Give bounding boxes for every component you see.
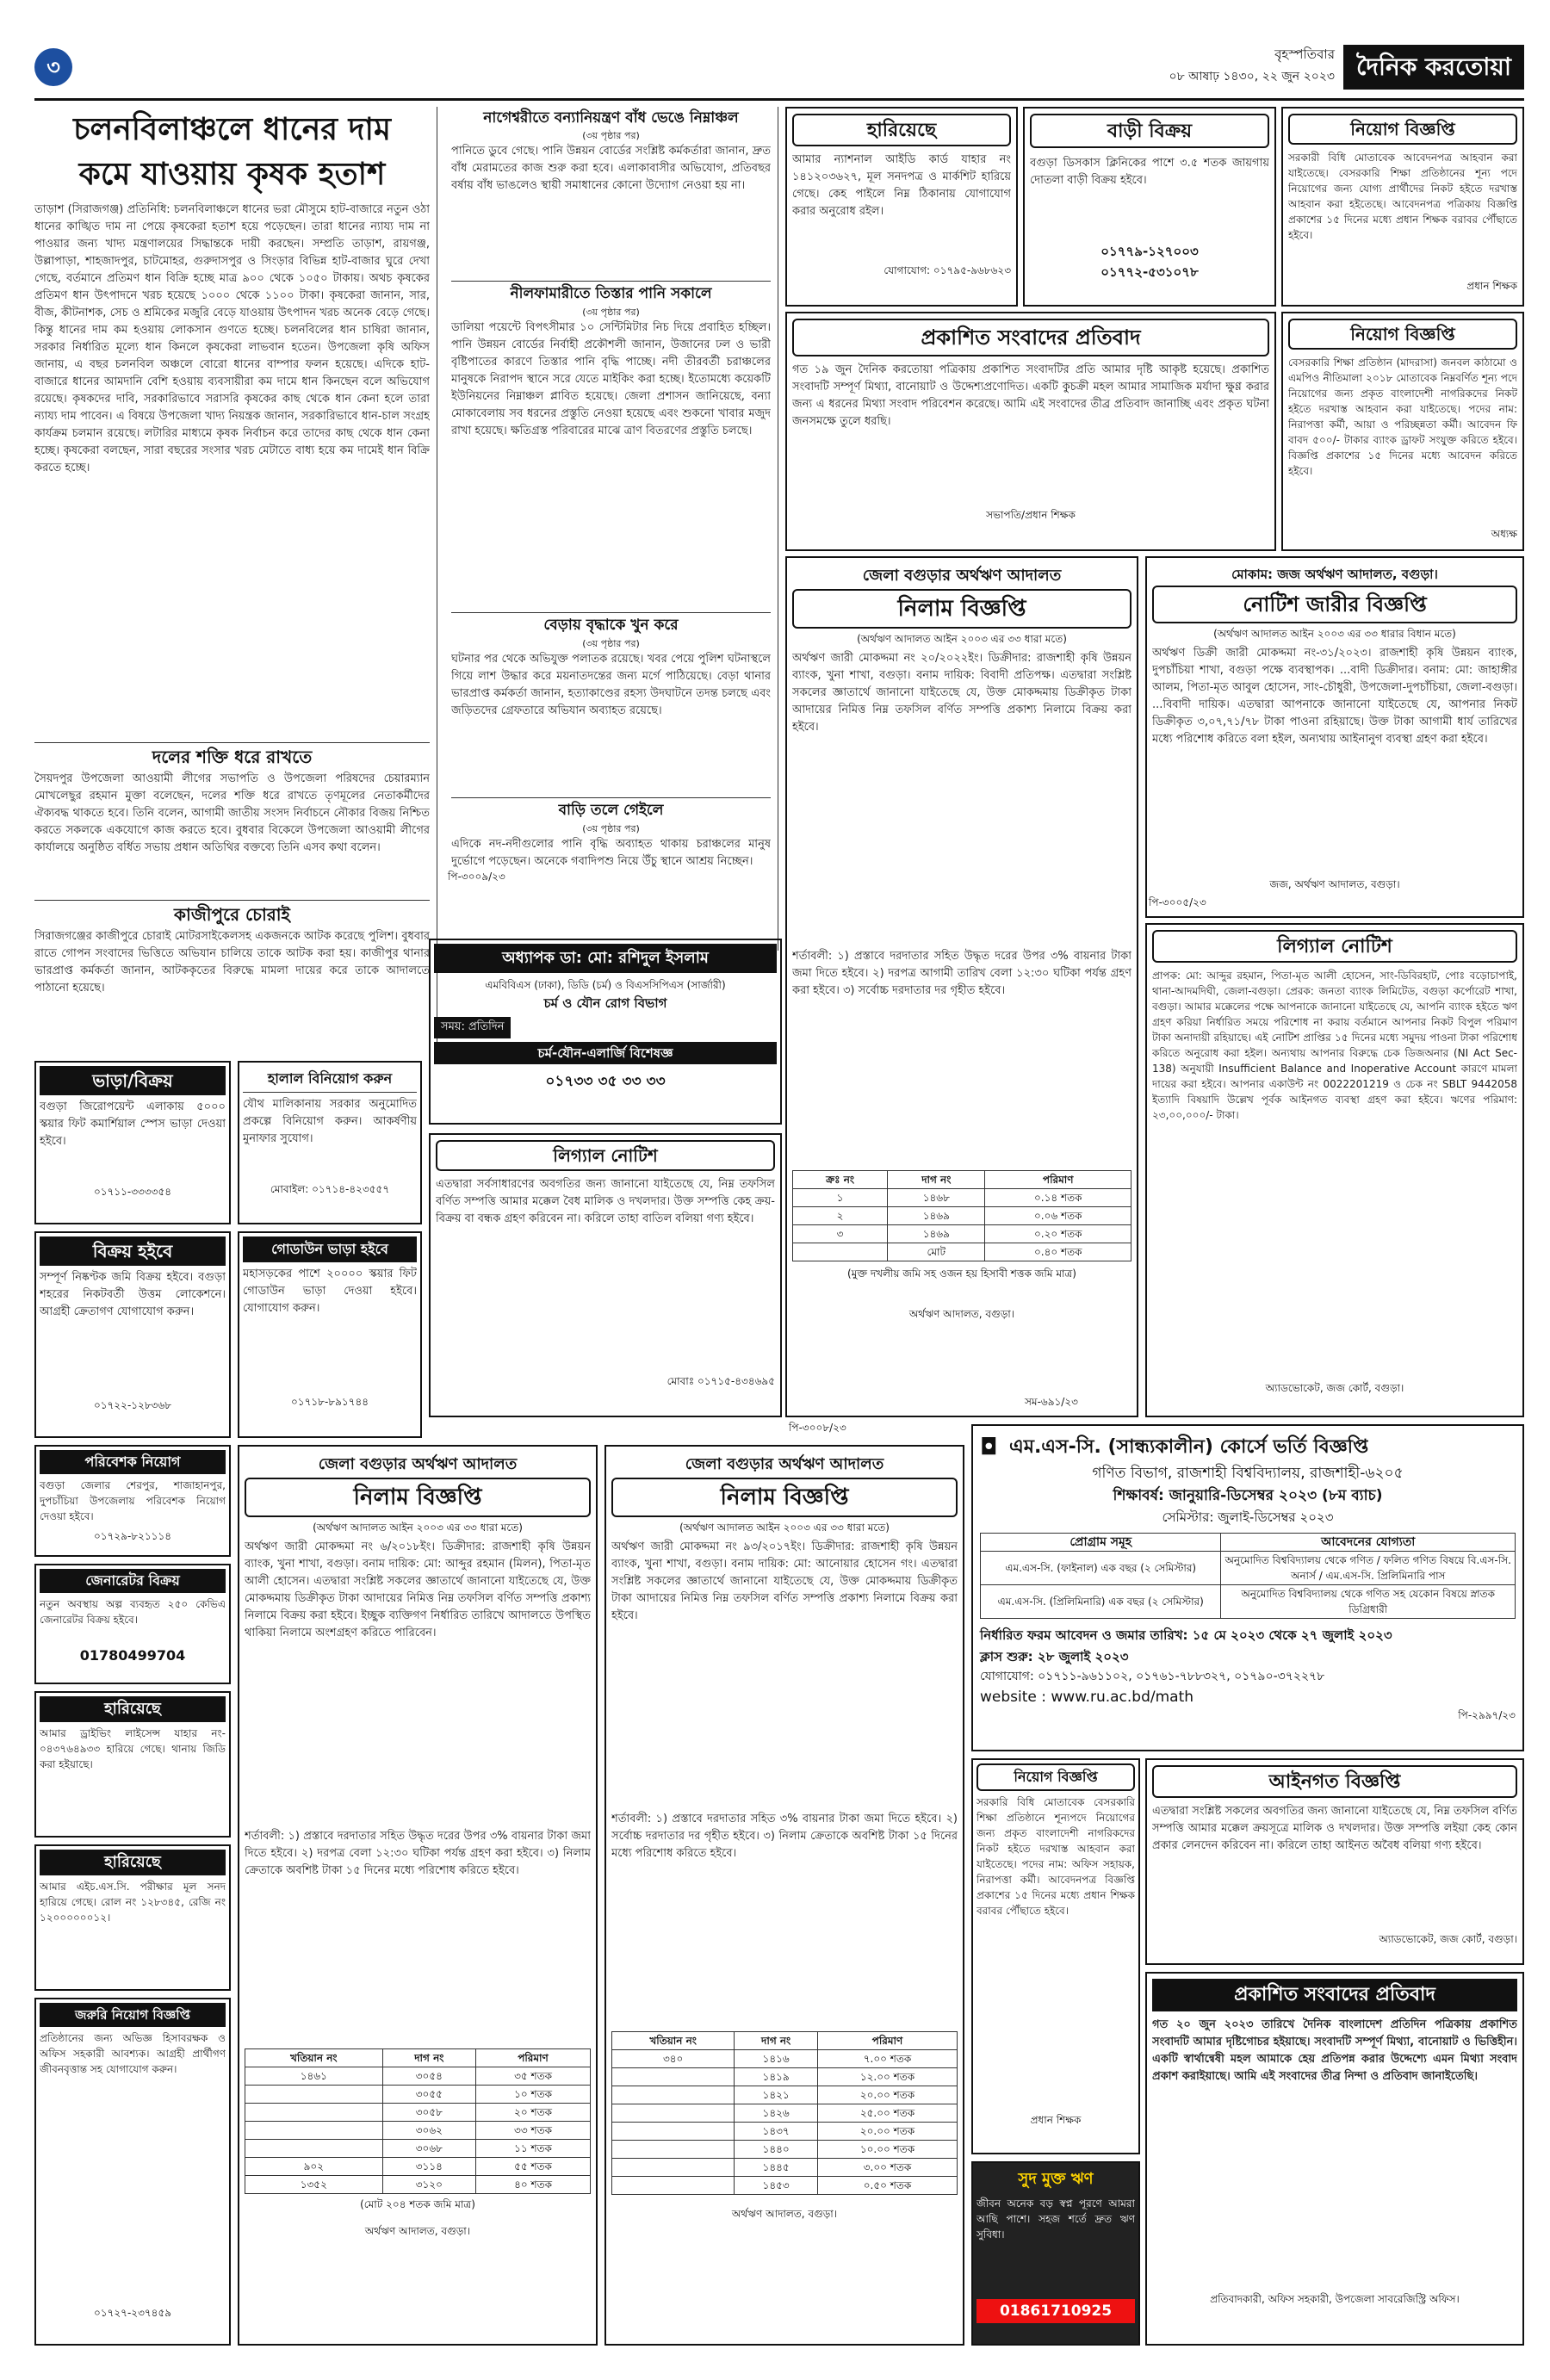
table-cell: মোট (888, 1243, 985, 1261)
side-ref: পি-৩০০৮/২৩ (789, 1422, 846, 1434)
table-cell (612, 2068, 735, 2086)
ad-department: গণিত বিভাগ, রাজশাহী বিশ্ববিদ্যালয়, রাজশাহী-৬২০৫ (1092, 1465, 1404, 1482)
ad-title: আইনগত বিজ্ঞপ্তি (1152, 1765, 1517, 1798)
table-row (612, 2104, 958, 2123)
classified-urgent-job (34, 1998, 231, 2346)
classified-rent (34, 1061, 231, 1224)
table-cell: ১১ শতক (476, 2140, 591, 2158)
lead-story (34, 107, 437, 1054)
ad-body: বগুড়া ডিসকাস ক্লিনিকের পাশে ৩.৫ শতক জায়গায় দোতলা বাড়ী বিক্রয় হইবে। (1030, 157, 1269, 187)
story-subhead: (৩য় পৃষ্ঠার পর) (582, 823, 640, 834)
story-heading: বাড়ি তলে গেইলে (451, 797, 771, 822)
table-row (612, 2141, 958, 2159)
court-signature: অর্থঋণ আদালত, বগুড়া। (364, 2225, 471, 2237)
notice-signature: প্রতিবাদকারী, অফিস সহকারী, উপজেলা সাবরেজিস্ট্রি অফিস। (1210, 2293, 1460, 2305)
story-heading: বেড়ায় বৃদ্ধাকে খুন করে (451, 612, 771, 637)
land-schedule-table (245, 2048, 591, 2194)
notice-subtitle: (অর্থঋণ আদালত আইন ২০০৩ এর ৩৩ ধারা মতে) (679, 1522, 890, 1534)
ad-class-start: ক্লাস শুরু: ২৮ জুলাই ২০২৩ (980, 1649, 1129, 1664)
table-cell: ৩০৬২ (382, 2122, 475, 2140)
table-cell: ৩৫ শতক (476, 2067, 591, 2086)
court-head: জেলা বগুড়ার অর্থঋণ আদালত (318, 1455, 518, 1473)
doctor-name: অধ্যাপক ডা: মো: রশিদুল ইসলাম (434, 944, 777, 973)
ad-title: নিয়োগ বিজ্ঞপ্তি (976, 1763, 1135, 1791)
legal-notice (429, 1133, 782, 1417)
ad-signature: অ্যাডভোকেট, জজ কোর্ট, বগুড়া। (1379, 1933, 1517, 1945)
doctor-ad (429, 939, 782, 1125)
job-ad-3 (971, 1758, 1140, 2154)
auction-notice-2 (238, 1445, 598, 2346)
table-header: পরিমাণ (985, 1171, 1132, 1189)
ad-contact: ০১৭৭৯-১২৭০০৩ (1100, 244, 1199, 259)
table-cell: ১৪৩৭ (735, 2123, 818, 2141)
ad-semester: সেমিস্টার: জুলাই-ডিসেম্বর ২০২৩ (1162, 1509, 1334, 1525)
notice-terms: শর্তাবলী: ১) প্রস্তাবে দরদাতার সহিত উদ্ধৃত দরের উপর ৩% বায়নার টাকা জমা দিতে হইবে। ২) দরপত্র আগামী তারিখ বেলা ১২:৩০ ঘটিকা পর্যন্ত গ্রহণ করা হইবে। ৩) সর্বোচ্চ দরদাতার দর গৃহীত হইবে। (792, 950, 1132, 997)
notice-contact: যোগাযোগ: ০১৭৯৫-৯৬৮৬২৩ (884, 264, 1011, 276)
table-cell: ৫৫ শতক (476, 2158, 591, 2176)
table-cell: ৩০৫৪ (382, 2067, 475, 2086)
ad-body: বেসরকারি শিক্ষা প্রতিষ্ঠান (মাদরাসা) জনবল কাঠামো ও এমপিও নীতিমালা ২০১৮ মোতাবেক নিম্নবর্ণিত শূন্য পদে নিয়োগের জন্য প্রকৃত বাংলাদেশী নাগরিকদের নিকট হইতে দরখাস্ত আহবান করা যাইতেছে। পদের নাম: নিরাপত্তা কর্মী, আয়া ও পরিচ্ছন্নতা কর্মী। আবেদন ফি বাবদ ৫০০/- টাকার ব্যাংক ড্রাফট সংযুক্ত করিতে হইবে। বিজ্ঞপ্তি প্রকাশের ১৫ দিনের মধ্যে আবেদন করিতে হইবে। (1288, 356, 1517, 477)
table-row (612, 2050, 958, 2068)
lead-headline-2: কমে যাওয়ায় কৃষক হতাশ (78, 156, 386, 192)
story-body: সৈয়দপুর উপজেলা আওয়ামী লীগের সভাপতি ও উপজেলা পরিষদের চেয়ারম্যান মোখলেছুর রহমান মুক্তা বলেছেন, দলের শক্তি ধরে রাখতে তৃণমূলের নেতাকর্মীদের ঐক্যবদ্ধ থাকতে হবে। তিনি বলেন, আগামী জাতীয় সংসদ নির্বাচনে নৌকার বিজয় নিশ্চিত করতে সকলকে একযোগে কাজ করতে হবে। বুধবার বিকেলে উপজেলা আওয়ামী লীগের কার্যালয়ে অনুষ্ঠিত বর্ধিত সভায় প্রধান অতিথির বক্তব্যে তিনি এসব কথা বলেন। (34, 772, 430, 854)
story-subhead: (৩য় পৃষ্ঠার পর) (582, 307, 640, 318)
loan-ad (971, 2161, 1140, 2346)
table-cell: ১ (793, 1189, 888, 1207)
notice-body: এতদ্বারা সর্বসাধারণের অবগতির জন্য জানানো যাইতেছে যে, নিম্ন তফসিল বর্ণিত সম্পত্তি আমার মক্কেল বৈধ মালিক ও দখলদার। উক্ত সম্পত্তি কেহ ক্রয়-বিক্রয় বা বন্ধক গ্রহণ করিবেন না। করিলে তাহা বাতিল বলিয়া গণ্য হইবে। (436, 1178, 775, 1225)
table-cell: ২০ শতক (476, 2104, 591, 2122)
story-body: পানিতে ডুবে গেছে। পানি উন্নয়ন বোর্ডের সংশ্লিষ্ট কর্মকর্তারা জানান, দ্রুত বাঁধ মেরামতের কাজ শুরু করা হবে। এলাকাবাসীর অভিযোগ, প্রতিবছর বর্ষায় বাঁধ ভাঙলেও স্থায়ী সমাধানের কোনো উদ্যোগ নেওয়া হয় না। (451, 145, 771, 192)
table-header: আবেদনের যোগ্যতা (1221, 1534, 1516, 1552)
table-cell: ১৪২১ (735, 2086, 818, 2104)
classified-generator (34, 1564, 231, 1684)
ad-signature: অধ্যক্ষ (1491, 528, 1517, 540)
notice-subtitle: (অর্থঋণ আদালত আইন ২০০৩ এর ৩৩ ধারার বিধান মতে) (1213, 628, 1456, 640)
notice-serve-ad (1145, 556, 1524, 918)
table-cell: ১৪১৯ (735, 2068, 818, 2086)
table-cell: ১০.০০ শতক (817, 2141, 957, 2159)
ad-body: প্রতিষ্ঠানের জন্য অভিজ্ঞ হিসাবরক্ষক ও অফিস সহকারী আবশ্যক। আগ্রহী প্রার্থীগণ জীবনবৃত্তান্ত সহ যোগাযোগ করুন। (40, 2032, 226, 2075)
table-cell: ০.২০ শতক (985, 1225, 1132, 1243)
lead-body: তাড়াশ (সিরাজগঞ্জ) প্রতিনিধি: চলনবিলাঞ্চলে ধানের ভরা মৌসুমে হাট-বাজারে নতুন ওঠা ধানের কাঙ্খিত দাম না পেয়ে কৃষকেরা হতাশ হয়ে পড়েছেন। তারা ধানের ন্যায্য দাম না পাওয়ার জন্য খাদ্য মন্ত্রণালয়ের সিদ্ধান্তকে দায়ী করছেন। সম্প্রতি তাড়াশ, রায়গঞ্জ, উল্লাপাড়া, শাহজাদপুর, চাটমোহর, গুরুদাসপুর ও সিংড়ার বিভিন্ন হাট-বাজার ঘুরে দেখা গেছে, বর্তমানে প্রতিমণ ধান বিক্রি হচ্ছে মাত্র ৯০০ থেকে ১০৫০ টাকায়। অথচ কৃষকের প্রতিমণ ধান উৎপাদনে খরচ হয়েছে ১০০০ থেকে ১১০০ টাকা। কৃষকেরা জানান, সার, বীজ, কীটনাশক, সেচ ও শ্রমিকের মজুরি বেড়ে যাওয়ায় উৎপাদন খরচ অনেক বেড়ে গেছে। কিন্তু ধানের দাম কম হওয়ায় লোকসান গুণতে হচ্ছে। চলনবিলের ধান চাষিরা জানান, সরকার নির্ধারিত মূল্যে ধান কিনলে কৃষকেরা লাভবান হতেন। উপজেলা কৃষি অফিস জানায়, এ বছর চলনবিল অঞ্চলে বোরো ধানের বাম্পার ফলন হয়েছে। এদিকে হাট-বাজারে ধানের আমদানি বেশি হওয়ায় ব্যবসায়ীরা কম দামে ধান কিনছেন বলে অভিযোগ রয়েছে। কৃষকদের দাবি, সরকারিভাবে সরাসরি কৃষকের কাছ থেকে ধান কেনা হলে তারা ন্যায্য দাম পাবেন। এ বিষয়ে উপজেলা খাদ্য নিয়ন্ত্রক জানান, সরকারিভাবে ধান-চাল সংগ্রহ কার্যক্রম চলমান রয়েছে। লটারির মাধ্যমে কৃষক নির্বাচন করে তাদের কাছ থেকে ধান কেনা হচ্ছে। কৃষকেরা বলছেন, সারা বছরের সংসার খরচ মেটাতে বাধ্য হয়ে কম দামেই ধান বিক্রি করতে হচ্ছে। (34, 203, 430, 474)
table-cell (245, 2122, 383, 2140)
ad-title: নিয়োগ বিজ্ঞপ্তি (1288, 114, 1517, 145)
court-head: মোকাম: জজ অর্থঋণ আদালত, বগুড়া। (1231, 567, 1438, 582)
table-row (612, 2159, 958, 2177)
ad-title: সুদ মুক্ত ঋণ (1018, 2170, 1094, 2188)
notice-title: নোটিশ জারীর বিজ্ঞপ্তি (1152, 586, 1517, 623)
table-cell: এম.এস-সি. (প্রিলিমিনারি) এক বছর (২ সেমিস্টার) (981, 1585, 1221, 1619)
table-cell: ০.৪০ শতক (985, 1243, 1132, 1261)
ad-title: জেনারেটর বিক্রয় (40, 1569, 226, 1593)
table-cell (612, 2159, 735, 2177)
notice-title: নিলাম বিজ্ঞপ্তি (245, 1478, 591, 1517)
story-subhead: (৩য় পৃষ্ঠার পর) (582, 130, 640, 141)
land-schedule-table (792, 1170, 1132, 1261)
ad-body: জীবন অনেক বড় স্বপ্ন পূরণে আমরা আছি পাশে। সহজ শর্তে দ্রুত ঋণ সুবিধা। (976, 2197, 1135, 2241)
table-cell: ৭.০০ শতক (817, 2050, 957, 2068)
table-cell (245, 2104, 383, 2122)
table-row (245, 2176, 591, 2194)
notice-body: অর্থঋণ ডিক্রী জারী মোকদ্দমা নং-৩১/২০২৩। রাজশাহী কৃষি উন্নয়ন ব্যাংক, দুপচাঁচিয়া শাখা, বগুড়া পক্ষে ব্যবস্থাপক। ...বাদী ডিক্রীদার। বনাম: মো: জাহাঙ্গীর আলম, পিতা-মৃত আবুল হোসেন, সাং-চৌধুরী, উপজেলা-দুপচাঁচিয়া, জেলা-বগুড়া। ...বিবাদী দায়িক। এতদ্বারা আপনাকে জানানো যাইতেছে যে, আপনার নিকট ডিক্রীকৃত ৩,০৭,৭১/৭৮ টাকা পাওনা রহিয়াছে। উক্ত টাকা আগামী ধার্য তারিখের মধ্যে পরিশোধ করিতে বলা হইল, অন্যথায় আইনানুগ ব্যবস্থা গ্রহণ করা হইবে। (1152, 647, 1517, 746)
table-cell: ১৪৫৩ (735, 2177, 818, 2195)
table-cell: ২৫.০০ শতক (817, 2104, 957, 2123)
table-cell: ১৪৬৯ (888, 1207, 985, 1225)
table-cell (245, 2140, 383, 2158)
table-cell: ১৪৬১ (245, 2067, 383, 2086)
table-cell (793, 1243, 888, 1261)
table-row (245, 2086, 591, 2104)
lead-headline-1: চলনবিলাঞ্চলে ধানের দাম (73, 111, 391, 147)
notice-signature: সভাপতি/প্রধান শিক্ষক (986, 509, 1076, 521)
table-cell: ৩৪০ (612, 2050, 735, 2068)
table-row (245, 2140, 591, 2158)
notice-body: অর্থঋণ জারী মোকদ্দমা নং ২০/২০২২ইং। ডিক্রীদার: রাজশাহী কৃষি উন্নয়ন ব্যাংক, খুনা শাখা, বগুড়া। বনাম দায়িক: বিবাদী প্রতিপক্ষ। এতদ্বারা সংশ্লিষ্ট সকলের জ্ঞাতার্থে জানানো যাইতেছে যে, উক্ত মোকদ্দমায় ডিক্রীকৃত টাকা আদায়ের নিমিত্ত নিম্ন তফসিল বর্ণিত সম্পত্তি প্রকাশ্য নিলামে বিক্রয় করা হইবে। (792, 652, 1132, 734)
table-cell: অনুমোদিত বিশ্ববিদ্যালয় থেকে গণিত / ফলিত গণিত বিষয়ে বি.এস-সি. অনার্স / এম.এস-সি. প্রিলিমিনারি পাস (1221, 1552, 1516, 1585)
table-cell: ২ (793, 1207, 888, 1225)
side-ref: সম-৬৯১/২৩ (1025, 1396, 1078, 1408)
notice-signature: জজ, অর্থঋণ আদালত, বগুড়া। (1269, 878, 1400, 890)
day-name: বৃহস্পতিবার (1274, 46, 1335, 62)
ad-body: নতুন অবস্থায় অল্প ব্যবহৃত ২৫০ কেভিএ জেনারেটর বিক্রয় হইবে। (40, 1598, 226, 1626)
story-subhead: (৩য় পৃষ্ঠার পর) (582, 638, 640, 649)
table-cell: ১৪৪০ (735, 2141, 818, 2159)
classified-godown (238, 1231, 422, 1438)
table-cell: ১২.০০ শতক (817, 2068, 957, 2086)
table-row (245, 2158, 591, 2176)
ad-body: সরকারী বিধি মোতাবেক আবেদনপত্র আহবান করা যাইতেছে। বেসরকারি শিক্ষা প্রতিষ্ঠানের শূন্য পদে নিয়োগের জন্য যোগ্য প্রার্থীদের নিকট হইতে দরখাস্ত আহবান করা হইতেছে। আবেদনপত্র পত্রিকায় বিজ্ঞপ্তি প্রকাশের ১৫ দিনের মধ্যে প্রধান শিক্ষক বরাবর পৌঁছাতে হইবে। (1288, 152, 1517, 241)
table-row (245, 2122, 591, 2140)
notice-title: নিলাম বিজ্ঞপ্তি (792, 589, 1132, 629)
table-cell: ৩১২০ (382, 2176, 475, 2194)
ad-contact: ০১৭৭২-৫৩১০৭৮ (1100, 264, 1199, 280)
notice-terms: শর্তাবলী: ১) প্রস্তাবে দরদাতার সহিত উদ্ধৃত দরের উপর ৩% বায়নার টাকা জমা দিতে হইবে। ২) দরপত্র বেলা ১২:৩০ ঘটিকা পর্যন্ত গ্রহণ করা হইবে। ৩) নিলাম ক্রেতাকে অবশিষ্ট টাকা ১৫ দিনের মধ্যে পরিশোধ করিতে হইবে। (245, 1830, 591, 1877)
university-logo-icon: ◘ (980, 1435, 998, 1460)
program-table (980, 1533, 1516, 1619)
job-ad-2 (1281, 312, 1524, 551)
side-ref: পি-৩০০৯/২৩ (448, 871, 505, 883)
ad-body: আমার ড্রাইভিং লাইসেন্স যাহার নং- ০৪৩৭৬৪৯৩৩ হারিয়ে গেছে। থানায় জিডি করা হইয়াছে। (40, 1727, 226, 1770)
story-heading: কাজীপুরে চোরাই (34, 900, 430, 928)
table-row (981, 1552, 1516, 1585)
ad-title: ভাড়া/বিক্রয় (40, 1066, 226, 1095)
ad-contact: ০১৭১৮-৮৯১৭৪৪ (290, 1396, 369, 1408)
table-cell: ৩ (793, 1225, 888, 1243)
table-cell: ২০.০০ শতক (817, 2086, 957, 2104)
notice-title: প্রকাশিত সংবাদের প্রতিবাদ (792, 319, 1269, 356)
date-text: ০৮ আষাঢ় ১৪৩০, ২২ জুন ২০২৩ (1169, 70, 1335, 84)
rebuttal-notice (785, 312, 1276, 551)
table-header: পরিমাণ (476, 2049, 591, 2067)
ad-body: সরকারি বিধি মোতাবেক বেসরকারি শিক্ষা প্রতিষ্ঠানে শূন্যপদে নিয়োগের জন্য প্রকৃত বাংলাদেশী নাগরিকদের নিকট হইতে দরখাস্ত আহবান করা যাইতেছে। পদের নাম: অফিস সহায়ক, নিরাপত্তা কর্মী। আবেদনপত্র বিজ্ঞপ্তি প্রকাশের ১৫ দিনের মধ্যে প্রধান শিক্ষক বরাবর পৌঁছাতে হইবে। (976, 1796, 1135, 1917)
table-header: দাগ নং (382, 2049, 475, 2067)
notice-subtitle: (অর্থঋণ আদালত আইন ২০০৩ এর ৩৩ ধারা মতে) (857, 633, 1067, 645)
notice-subtitle: (অর্থঋণ আদালত আইন ২০০৩ এর ৩৩ ধারা মতে) (313, 1522, 523, 1534)
story-heading: নাগেশ্বরীতে বন্যানিয়ন্ত্রণ বাঁধ ভেঙে নিম্নাঞ্চল (483, 109, 739, 127)
ad-body: বগুড়া জিরোপয়েন্ট এলাকায় ৫০০০ স্কয়ার ফিট কমার্শিয়াল স্পেস ভাড়া দেওয়া হইবে। (40, 1100, 226, 1148)
table-cell: ০.১৪ শতক (985, 1189, 1132, 1207)
classified-halal (238, 1061, 422, 1224)
doctor-banner: চর্ম-যৌন-এলার্জি বিশেষজ্ঞ (434, 1042, 777, 1064)
table-cell: ৩১১৪ (382, 2158, 475, 2176)
notice-title: লিগ্যাল নোটিশ (436, 1140, 775, 1171)
table-header: দাগ নং (735, 2032, 818, 2050)
masthead-rule (34, 98, 1524, 101)
notice-title: নিলাম বিজ্ঞপ্তি (611, 1478, 958, 1517)
news-column (444, 107, 778, 951)
ad-contact: ০১৭২২-১২৮৩৬৮ (93, 1399, 172, 1411)
classified-missing-2 (34, 1844, 231, 1991)
table-row (981, 1585, 1516, 1619)
table-cell: ৩.০০ শতক (817, 2159, 957, 2177)
table-header: খতিয়ান নং (612, 2032, 735, 2050)
table-row (612, 2123, 958, 2141)
ad-body: যৌথ মালিকানায় সরকার অনুমোদিত প্রকল্পে বিনিয়োগ করুন। আকর্ষণীয় মুনাফার সুযোগ। (243, 1098, 417, 1145)
court-head: জেলা বগুড়ার অর্থঋণ আদালত (862, 567, 1062, 585)
ad-body: আমার এইচ.এস.সি. পরীক্ষার মূল সনদ হারিয়ে গেছে। রোল নং ১২৮৩৪৫, রেজি নং ১২০০০০০০১২। (40, 1881, 226, 1924)
ad-title: জরুরি নিয়োগ বিজ্ঞপ্তি (40, 2003, 226, 2027)
ad-title: নিয়োগ বিজ্ঞপ্তি (1288, 319, 1517, 350)
ad-deadline: নির্ধারিত ফরম আবেদন ও জমার তারিখ: ১৫ মে ২০২৩ থেকে ২৭ জুলাই ২০২৩ (980, 1627, 1392, 1643)
ad-phone: 01861710925 (976, 2299, 1135, 2323)
ad-contact: ০১৭২৭-২৩৭৪৫৯ (93, 2307, 172, 2319)
notice-body: গত ১৯ জুন দৈনিক করতোয়া পত্রিকায় প্রকাশিত সংবাদটির প্রতি আমার দৃষ্টি আকৃষ্ট হয়েছে। প্রকাশিত সংবাদটি সম্পূর্ণ মিথ্যা, বানোয়াট ও উদ্দেশ্যপ্রণোদিত। একটি কুচক্রী মহল আমার সামাজিক মর্যাদা ক্ষুণ্ণ করার জন্য এ ধরনের মিথ্যা সংবাদ পরিবেশন করেছে। আমি এই সংবাদের তীব্র প্রতিবাদ জানাচ্ছি এবং প্রকৃত ঘটনা জনসমক্ষে তুলে ধরছি। (792, 363, 1269, 428)
notice-body: প্রাপক: মো: আব্দুর রহমান, পিতা-মৃত আলী হোসেন, সাং-ডিবিরহাট, পোঃ বড়োচাপাই, থানা-আদমদিঘী, জেলা-বগুড়া। প্রেরক: জনতা ব্যাংক লিমিটেড, বগুড়া কর্পোরেট শাখা, বগুড়া। আমার মক্কেলের পক্ষে আপনাকে জানানো যাইতেছে যে, আপনি ব্যাংক হইতে ঋণ গ্রহণ করিয়া নির্ধারিত সময়ে পরিশোধ না করায় বর্তমানে আপনার নিকট বিপুল পরিমাণ টাকা অনাদায়ী রহিয়াছে। এই নোটিশ প্রাপ্তির ১৫ দিনের মধ্যে সমুদয় পাওনা টাকা পরিশোধ করিতে অনুরোধ করা হইল। অন্যথায় আপনার বিরুদ্ধে চেক ডিজঅনার (NI Act Sec-138) অনুযায়ী Insufficient Balance and Inoperative Account কারণে মামলা দায়ের করা হইবে। আপনার একাউন্ট নং 0022201219 ও চেক নং SBLT 9442058 ইত্যাদি বিষয়াদি উল্লেখ পূর্বক আইনগত ব্যবস্থা গ্রহণ করা হইবে। ঋণের পরিমাণ: ২৩,০০,০০০/- টাকা। (1152, 970, 1517, 1121)
story-heading: দলের শক্তি ধরে রাখতে (34, 742, 430, 771)
table-cell: এম.এস-সি. (ফাইনাল) এক বছর (২ সেমিস্টার) (981, 1552, 1221, 1585)
land-schedule-table (611, 2031, 958, 2195)
classified-sale (34, 1231, 231, 1438)
classified-distributor (34, 1445, 231, 1557)
house-sale-ad (1023, 107, 1276, 307)
table-cell: ১৪১৬ (735, 2050, 818, 2068)
ad-title: বাড়ী বিক্রয় (1030, 114, 1269, 148)
notice-footer: (মোট ২০৪ শতক জমি মাত্র) (360, 2198, 475, 2210)
notice-footer: (মুক্ত দখলীয় জমি সহ ওজন হয় হিসাবী শত্তক জমি মাত্র) (847, 1267, 1076, 1280)
doctor-phone: ০১৭৩৩ ৩৫ ৩৩ ৩৩ (545, 1073, 666, 1090)
missing-notice (785, 107, 1018, 307)
table-header: দাগ নং (888, 1171, 985, 1189)
job-ad (1281, 107, 1524, 307)
ad-body: মহাসড়কের পাশে ২০০০০ স্কয়ার ফিট গোডাউন ভাড়া দেওয়া হইবে। যোগাযোগ করুন। (243, 1267, 417, 1315)
notice-title: প্রকাশিত সংবাদের প্রতিবাদ (1152, 1979, 1517, 2011)
newspaper-logo: দৈনিক করতোয়া (1343, 45, 1524, 90)
table-row (612, 2177, 958, 2195)
ad-title: হারিয়েছে (40, 1696, 226, 1722)
auction-notice-3 (604, 1445, 964, 2346)
ad-title: হারিয়েছে (40, 1850, 226, 1875)
table-cell: ০.০৬ শতক (985, 1207, 1132, 1225)
ad-body: বগুড়া জেলার শেরপুর, শাজাহানপুর, দুপচাঁচিয়া উপজেলায় পরিবেশক নিয়োগ দেওয়া হইবে। (40, 1479, 226, 1522)
auction-notice (785, 556, 1138, 1417)
notice-body: গত ২০ জুন ২০২৩ তারিখে দৈনিক বাংলাদেশ প্রতিদিন পত্রিকায় প্রকাশিত সংবাদটি আমার দৃষ্টিগোচর হইয়াছে। সংবাদটি সম্পূর্ণ মিথ্যা, বানোয়াট ও ভিত্তিহীন। একটি স্বার্থান্বেষী মহল আমাকে হেয় প্রতিপন্ন করার উদ্দেশ্যে এমন মিথ্যা সংবাদ প্রকাশ করাইয়াছে। আমি এই সংবাদের তীব্র নিন্দা ও প্রতিবাদ জানাইতেছি। (1152, 2018, 1517, 2083)
notice-title: লিগ্যাল নোটিশ (1152, 930, 1517, 963)
ad-signature: প্রধান শিক্ষক (1466, 280, 1517, 292)
story-body: সিরাজগঞ্জের কাজীপুরে চোরাই মোটরসাইকেলসহ একজনকে আটক করেছে পুলিশ। বুধবার রাতে গোপন সংবাদের ভিত্তিতে অভিযান চালিয়ে তাকে আটক করা হয়। কাজীপুর থানার ভারপ্রাপ্ত কর্মকর্তা জানান, আটককৃতের বিরুদ্ধে মামলা দায়ের করে তাকে আদালতে পাঠানো হয়েছে। (34, 930, 430, 995)
rebuttal-notice-2 (1145, 1972, 1524, 2346)
ad-title: হালাল বিনিয়োগ করুন (243, 1066, 417, 1093)
legal-notice-2 (1145, 923, 1524, 1417)
table-cell: ৪০ শতক (476, 2176, 591, 2194)
masthead (34, 43, 1524, 95)
ad-title: গোডাউন ভাড়া হইবে (243, 1236, 417, 1262)
notice-signature: অ্যাডভোকেট, জজ কোর্ট, বগুড়া। (1265, 1382, 1404, 1394)
table-row (245, 2104, 591, 2122)
table-cell: অনুমোদিত বিশ্ববিদ্যালয় থেকে গণিত সহ যেকোন বিষয়ে স্নাতক ডিগ্রিধারী (1221, 1585, 1516, 1619)
table-row (612, 2086, 958, 2104)
ad-session: শিক্ষাবর্ষ: জানুয়ারি-ডিসেম্বর ২০২৩ (৮ম ব্যাচ) (1113, 1487, 1383, 1504)
table-row (793, 1207, 1132, 1225)
notice-signature: মোবাঃ ০১৭১৫-৪৩৪৬৯৫ (666, 1375, 775, 1387)
story-body: এদিকে নদ-নদীগুলোর পানি বৃদ্ধি অব্যাহত থাকায় চরাঞ্চলের মানুষ দুর্ভোগে পড়েছেন। অনেকে গবাদিপশু নিয়ে উঁচু স্থানে আশ্রয় নিচ্ছেন। (451, 838, 771, 868)
ad-contact: 01780499704 (79, 1647, 186, 1664)
notice-title: হারিয়েছে (792, 114, 1011, 146)
ad-contact: যোগাযোগ: ০১৭১১-৯৬১১০২, ০১৭৬১-৭৮৮৩২৭, ০১৭৯০-৩৭২২৭৮ (980, 1670, 1325, 1683)
notice-terms: শর্তাবলী: ১) প্রস্তাবে দরদাতার সহিত ৩% বায়নার টাকা জমা দিতে হইবে। ২) সর্বোচ্চ দরদাতার দর গৃহীত হইবে। ৩) নিলাম ক্রেতাকে অবশিষ্ট টাকা ১৫ দিনের মধ্যে পরিশোধ করিতে হইবে। (611, 1813, 958, 1860)
table-cell (612, 2104, 735, 2123)
table-cell (612, 2123, 735, 2141)
table-header: প্রোগ্রাম সমূহ (981, 1534, 1221, 1552)
date-line (1102, 43, 1335, 95)
table-cell: ১৪৪৫ (735, 2159, 818, 2177)
ad-contact: মোবাইল: ০১৭১৪-৪২৩৫৫৭ (270, 1183, 390, 1195)
doctor-time: সময়: প্রতিদিন (434, 1017, 511, 1038)
table-cell: ৯০২ (245, 2158, 383, 2176)
side-ref: পি-৩০০৫/২৩ (1149, 896, 1206, 908)
msc-admission-ad (971, 1424, 1524, 1751)
table-cell: ৩৩ শতক (476, 2122, 591, 2140)
story-heading: নীলফামারীতে তিস্তার পানি সকালে (451, 281, 771, 306)
table-cell: ৩০৫৮ (382, 2104, 475, 2122)
ad-website-link[interactable]: website : www.ru.ac.bd/math (980, 1689, 1194, 1706)
table-cell: ১৪২৬ (735, 2104, 818, 2123)
table-row (793, 1189, 1132, 1207)
doctor-specialty: চর্ম ও যৌন রোগ বিভাগ (543, 995, 667, 1011)
table-cell (612, 2177, 735, 2195)
table-cell: ১৪৬৯ (888, 1225, 985, 1243)
table-row (793, 1243, 1132, 1261)
notice-body: আমার ন্যাশনাল আইডি কার্ড যাহার নং ১৪১২০৩৬২৭, মূল সনদপত্র ও মার্কশিট হারিয়ে গেছে। কেহ পাইলে নিম্ন ঠিকানায় যোগাযোগ করার অনুরোধ রইল। (792, 153, 1011, 218)
court-head: জেলা বগুড়ার অর্থঋণ আদালত (685, 1455, 884, 1473)
legal-ad (1145, 1758, 1524, 1965)
notice-body: অর্থঋণ জারী মোকদ্দমা নং ৬/২০১৮ইং। ডিক্রীদার: রাজশাহী কৃষি উন্নয়ন ব্যাংক, খুনা শাখা, বগুড়া। বনাম দায়িক: মো: আব্দুর রহমান (মিলন), পিতা-মৃত আলী হোসেন। এতদ্বারা সংশ্লিষ্ট সকলের জ্ঞাতার্থে জানানো যাইতেছে যে, উক্ত মোকদ্দমায় ডিক্রীকৃত টাকা আদায়ের নিমিত্ত নিম্ন তফসিল বর্ণিত সম্পত্তি প্রকাশ্য নিলামে বিক্রয় করা হইবে। ইচ্ছুক ব্যক্তিগণ নির্ধারিত তারিখে আদালতে উপস্থিত থাকিয়া নিলামে অংশগ্রহণ করিতে পারিবেন। (245, 1540, 591, 1639)
ad-contact: ০১৭১১-৩৩৩৩৫৪ (93, 1186, 172, 1198)
page-number-badge: ৩ (34, 48, 72, 86)
table-cell: ১০ শতক (476, 2086, 591, 2104)
table-header: খতিয়ান নং (245, 2049, 383, 2067)
table-row (793, 1225, 1132, 1243)
table-cell (245, 2086, 383, 2104)
notice-body: অর্থঋণ জারী মোকদ্দমা নং ৯৩/২০১৭ইং। ডিক্রীদার: রাজশাহী কৃষি উন্নয়ন ব্যাংক, খুনা শাখা, বগুড়া। বনাম দায়িক: মো: আনোয়ার হোসেন গং। এতদ্বারা সংশ্লিষ্ট সকলের জ্ঞাতার্থে জানানো যাইতেছে যে, উক্ত মোকদ্দমায় ডিক্রীকৃত টাকা আদায়ের নিমিত্ত নিম্ন তফসিল বর্ণিত সম্পত্তি প্রকাশ্য নিলামে বিক্রয় করা হইবে। (611, 1540, 958, 1622)
table-row (612, 2068, 958, 2086)
table-header: ক্রঃ নং (793, 1171, 888, 1189)
table-header: পরিমাণ (817, 2032, 957, 2050)
court-signature: অর্থঋণ আদালত, বগুড়া। (731, 2208, 838, 2220)
table-cell (612, 2086, 735, 2104)
table-cell: ০.৫০ শতক (817, 2177, 957, 2195)
doctor-degrees: এমবিবিএস (ঢাকা), ডিডি (চর্ম) ও বিএসসিপিএস (সার্জারী) (485, 979, 726, 991)
ad-title: বিক্রয় হইবে (40, 1236, 226, 1266)
table-cell: ৩০৬৮ (382, 2140, 475, 2158)
court-signature: অর্থঋণ আদালত, বগুড়া। (908, 1308, 1015, 1320)
classified-missing (34, 1691, 231, 1838)
ad-ref: পি-২৯৯৭/২৩ (1458, 1709, 1516, 1721)
ad-body: সম্পূর্ণ নিষ্কণ্টক জমি বিক্রয় হইবে। বগুড়া শহরের নিকটবর্তী উত্তম লোকেশনে। আগ্রহী ক্রেতাগণ যোগাযোগ করুন। (40, 1271, 226, 1318)
table-cell: ৩০৫৫ (382, 2086, 475, 2104)
table-row (245, 2067, 591, 2086)
ad-title: পরিবেশক নিয়োগ (40, 1450, 226, 1474)
table-cell: ১৩৫২ (245, 2176, 383, 2194)
ad-contact: ০১৭২৯-৮২১১১৪ (93, 1530, 172, 1542)
story-body: ঘটনার পর থেকে অভিযুক্ত পলাতক রয়েছে। খবর পেয়ে পুলিশ ঘটনাস্থলে গিয়ে লাশ উদ্ধার করে ময়নাতদন্তের জন্য মর্গে পাঠিয়েছে। বেড়া থানার ভারপ্রাপ্ত কর্মকর্তা জানান, হত্যাকাণ্ডের রহস্য উদঘাটনে তদন্ত চলছে এবং জড়িতদের গ্রেফতারে অভিযান অব্যাহত রয়েছে। (451, 653, 771, 717)
ad-body: এতদ্বারা সংশ্লিষ্ট সকলের অবগতির জন্য জানানো যাইতেছে যে, নিম্ন তফসিল বর্ণিত সম্পত্তি আমার মক্কেল ক্রয়সূত্রে মালিক ও দখলদার। উক্ত সম্পত্তি লইয়া কেহ কোন প্রকার লেনদেন করিবেন না। করিলে তাহা আইনত অবৈধ বলিয়া গণ্য হইবে। (1152, 1805, 1517, 1852)
table-cell: ১৪৬৮ (888, 1189, 985, 1207)
story-body: ডালিয়া পয়েন্টে বিপৎসীমার ১০ সেন্টিমিটার নিচ দিয়ে প্রবাহিত হচ্ছিল। পানি উন্নয়ন বোর্ডের নির্বাহী প্রকৌশলী জানান, উজানের ঢল ও ভারী বৃষ্টিপাতের কারণে তিস্তার পানি বৃদ্ধি পাচ্ছে। নদী তীরবর্তী চরাঞ্চলের মানুষকে নিরাপদ স্থানে সরে যেতে মাইকিং করা হচ্ছে। ইতোমধ্যে কয়েকটি ইউনিয়নের নিম্নাঞ্চল প্লাবিত হয়েছে। জেলা প্রশাসন জানিয়েছে, বন্যা মোকাবেলায় সব ধরনের প্রস্তুতি নেওয়া হয়েছে এবং শুকনো খাবার মজুদ রাখা হয়েছে। ক্ষতিগ্রস্ত পরিবারের মাঝে ত্রাণ বিতরণের প্রস্তুতি চলছে। (451, 321, 771, 437)
ad-title: এম.এস-সি. (সান্ধ্যকালীন) কোর্সে ভর্তি বিজ্ঞপ্তি (1009, 1436, 1369, 1458)
table-cell: ২০.০০ শতক (817, 2123, 957, 2141)
ad-signature: প্রধান শিক্ষক (1030, 2114, 1082, 2126)
table-cell (612, 2141, 735, 2159)
